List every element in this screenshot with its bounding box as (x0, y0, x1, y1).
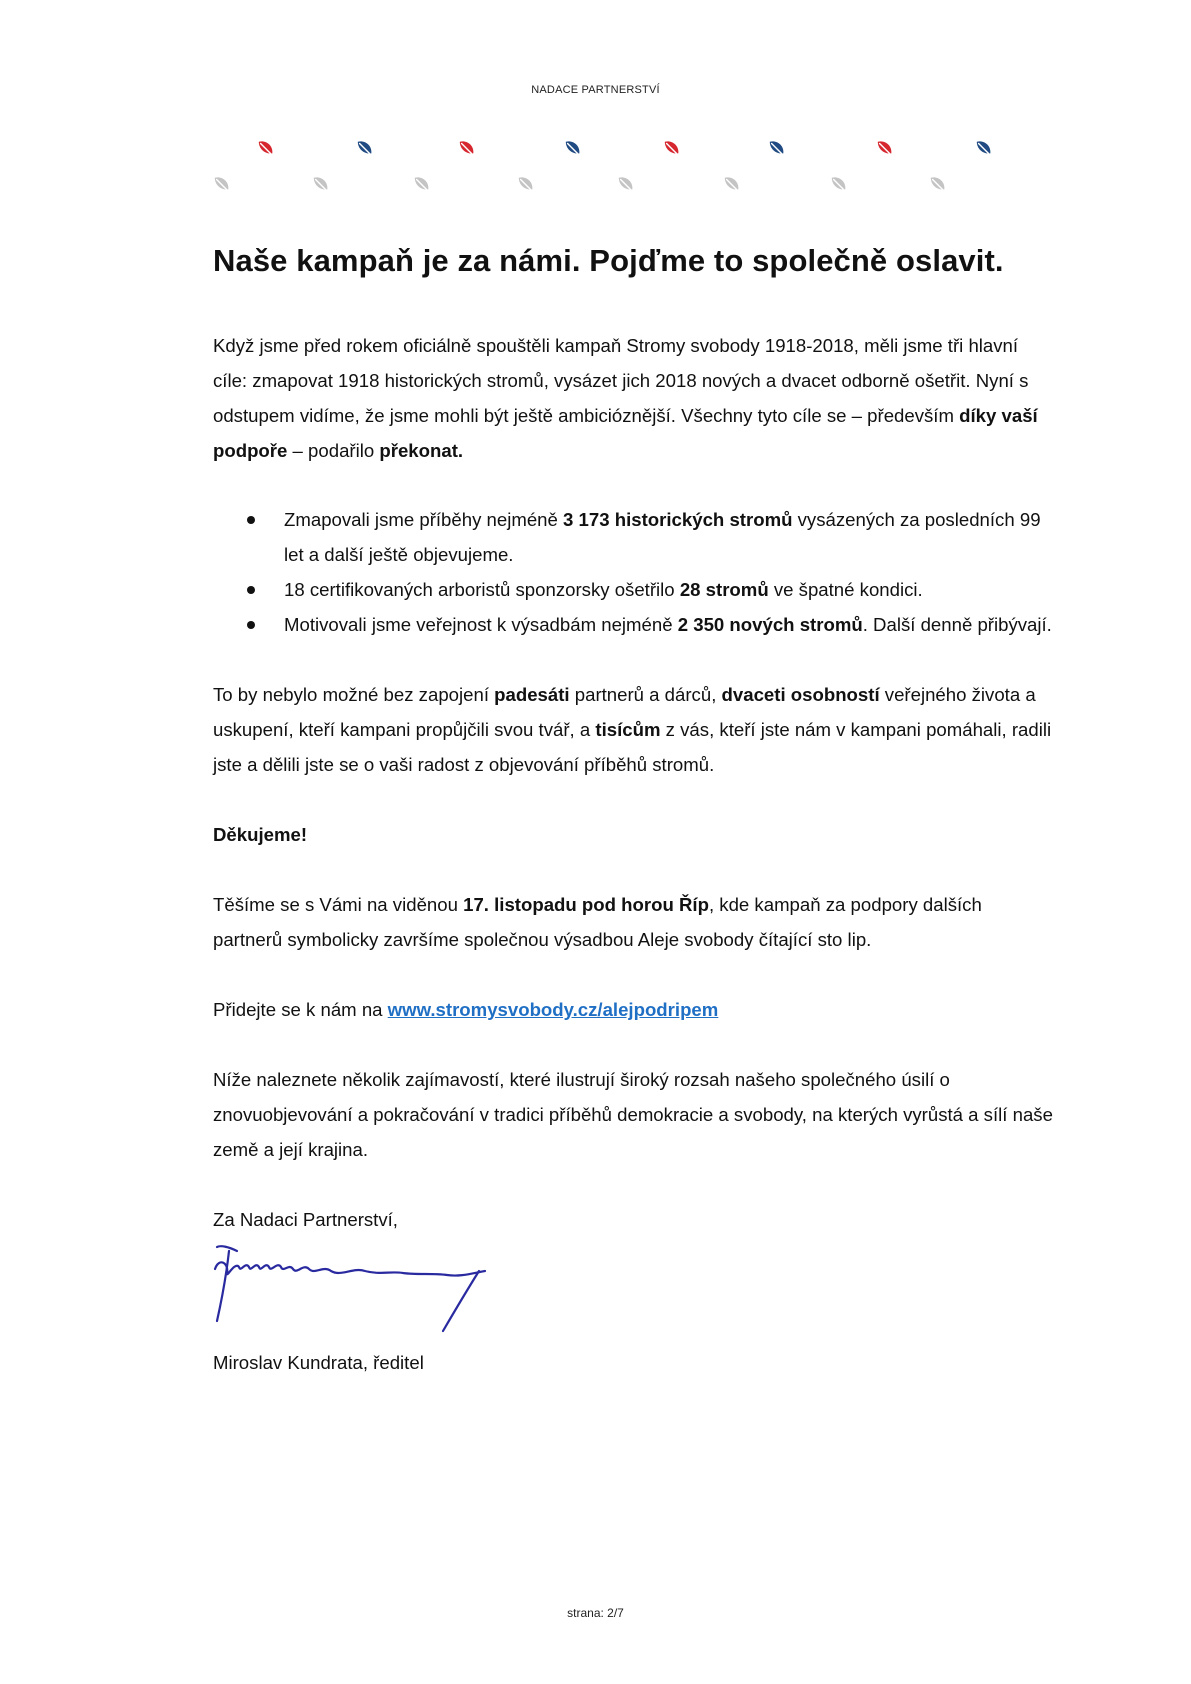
signatory-name: Miroslav Kundrata, ředitel (213, 1352, 424, 1373)
join-paragraph: Přidejte se k nám na www.stromysvobody.cz/alejpodripem (213, 999, 719, 1020)
partners-paragraph: To by nebylo možné bez zapojení padesáti partnerů a dárců, dvaceti osobností veřejného života a uskupení, kteří kampani propůjčili svou tvář, a tisícům z vás, kteří jste nám v kampani pomáhali, radili jste a dělili jste se o vaši radost z objevování příběhů stromů. (213, 684, 1052, 775)
bullet-icon (247, 621, 255, 629)
leaf-icon (876, 139, 894, 157)
list-item: Zmapovali jsme příběhy nejméně 3 173 historických stromů vysázených za posledních 99 let a další ještě objevujeme. (213, 502, 1053, 572)
letter-body (213, 328, 1053, 1380)
leaf-icon (617, 175, 635, 193)
leaf-icon (458, 139, 476, 157)
leaf-icon (517, 175, 535, 193)
leaf-icon (975, 139, 993, 157)
meeting-paragraph: Těšíme se s Vámi na viděnou 17. listopadu pod horou Říp, kde kampaň za podpory dalších partnerů symbolicky završíme společnou výsadbou Aleje svobody čítající sto lip. (213, 894, 982, 950)
leaf-icon (768, 139, 786, 157)
leaf-icon (663, 139, 681, 157)
achievements-list (213, 502, 1053, 642)
bullet-icon (247, 516, 255, 524)
page-title: Naše kampaň je za námi. Pojďme to společně oslavit. (213, 243, 1004, 278)
page-header-org: NADACE PARTNERSTVÍ (531, 84, 660, 96)
list-item: 18 certifikovaných arboristů sponzorsky ošetřilo 28 stromů ve špatné kondici. (213, 572, 1053, 607)
bullet-icon (247, 586, 255, 594)
campaign-link[interactable]: www.stromysvobody.cz/alejpodripem (387, 999, 719, 1020)
leaf-icon (356, 139, 374, 157)
leaf-icon (257, 139, 275, 157)
closing-paragraph: Níže naleznete několik zajímavostí, které ilustrují široký rozsah našeho společného úsilí o znovuobjevování a pokračování v tradici příběhů demokracie a svobody, na kterých vyrůstá a sílí naše země a její krajina. (213, 1069, 1053, 1160)
leaf-icon (929, 175, 947, 193)
list-item: Motivovali jsme veřejnost k výsadbám nejméně 2 350 nových stromů. Další denně přibývají. (213, 607, 1053, 642)
page-number: strana: 2/7 (567, 1606, 624, 1620)
signature-image (207, 1239, 507, 1339)
leaf-icon (723, 175, 741, 193)
leaf-icon (213, 175, 231, 193)
intro-paragraph: Když jsme před rokem oficiálně spouštěli kampaň Stromy svobody 1918-2018, měli jsme tři hlavní cíle: zmapovat 1918 historických stromů, vysázet jich 2018 nových a dvacet odborně ošetřit. Nyní s odstupem vidíme, že jsme mohli být ještě ambicióznější. Všechny tyto cíle se – především díky vaší podpoře – podařilo překonat. (213, 335, 1038, 461)
thanks-heading: Děkujeme! (213, 824, 308, 845)
leaf-icon (830, 175, 848, 193)
signoff-text: Za Nadaci Partnerství, (213, 1209, 398, 1230)
leaf-icon (312, 175, 330, 193)
leaf-icon (564, 139, 582, 157)
leaf-icon (413, 175, 431, 193)
decorative-leaf-row (0, 148, 1191, 198)
